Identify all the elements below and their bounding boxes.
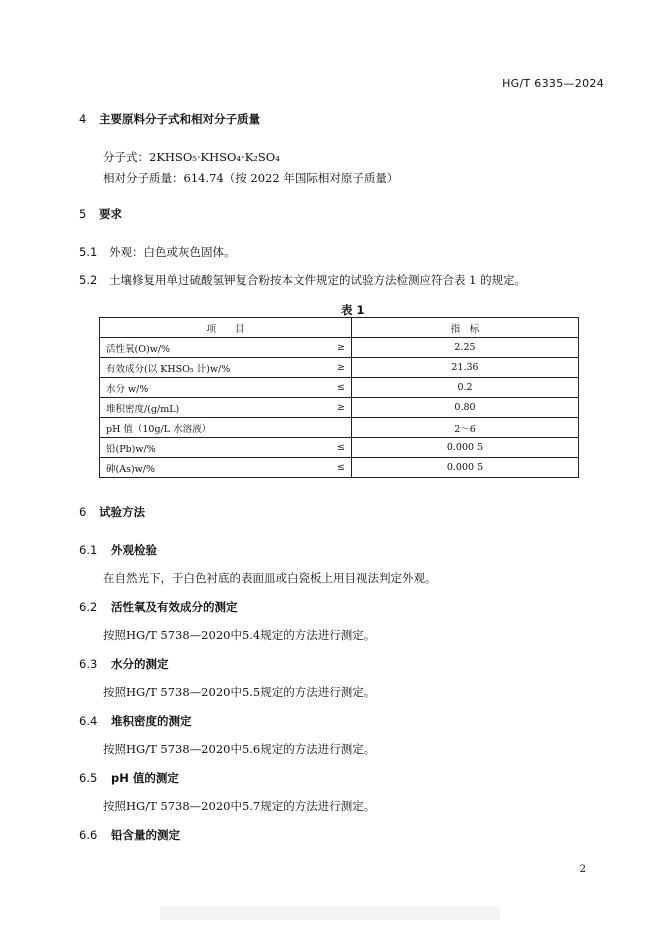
table-row	[100, 378, 579, 398]
row-item: 有效成分(以 KHSO₅ 计)w/%	[100, 358, 320, 378]
table-header-row	[100, 318, 579, 338]
clause-title: 堆积密度的测定	[111, 714, 192, 728]
row-operator: ≥	[319, 338, 352, 358]
header-value: 指 标	[352, 318, 579, 338]
mass-label: 相对分子质量：	[103, 171, 184, 185]
row-value: 0.000 5	[352, 438, 579, 458]
clause-5-2	[79, 272, 526, 288]
row-operator: ≥	[319, 358, 352, 378]
page-number: 2	[579, 864, 586, 875]
spec-table	[99, 317, 579, 478]
clause-5-1	[79, 244, 236, 260]
document-code: HG/T 6335—2024	[502, 77, 604, 90]
section-number: 5	[79, 207, 87, 221]
clause-6-1-text: 在自然光下，于白色衬底的表面皿或白瓷板上用目视法判定外观。	[103, 571, 437, 585]
section-6-heading	[79, 504, 145, 520]
header-item: 项 目	[100, 318, 352, 338]
row-operator: ≤	[319, 438, 352, 458]
molecular-formula-line	[103, 149, 280, 165]
row-value: 2.25	[352, 338, 579, 358]
table-row	[100, 398, 579, 418]
mass-note: （按 2022 年国际相对原子质量）	[223, 171, 399, 185]
clause-6-2-heading	[79, 599, 238, 615]
clause-title: pH 值的测定	[111, 771, 179, 785]
clause-title: 铅含量的测定	[111, 828, 180, 842]
row-item: 砷(As)w/%	[100, 458, 320, 478]
section-title: 主要原料分子式和相对分子质量	[99, 112, 260, 126]
row-operator	[319, 418, 352, 438]
clause-number: 6.1	[79, 543, 98, 557]
row-item: 堆积密度/(g/mL)	[100, 398, 320, 418]
row-value: 2～6	[352, 418, 579, 438]
formula-label: 分子式：	[103, 150, 149, 164]
clause-text: 土壤修复用单过硫酸氢钾复合粉按本文件规定的试验方法检测应符合表 1 的规定。	[109, 273, 527, 287]
clause-number: 6.6	[79, 828, 98, 842]
clause-6-2-text: 按照HG/T 5738—2020中5.4规定的方法进行测定。	[103, 628, 376, 642]
row-operator: ≤	[319, 458, 352, 478]
section-4-heading	[79, 111, 260, 127]
clause-6-5-text: 按照HG/T 5738—2020中5.7规定的方法进行测定。	[103, 799, 376, 813]
clause-number: 5.2	[79, 273, 98, 287]
clause-title: 活性氧及有效成分的测定	[111, 600, 238, 614]
clause-number: 6.5	[79, 771, 98, 785]
table-row	[100, 458, 579, 478]
table-caption: 表 1	[341, 303, 365, 317]
table-row	[100, 358, 579, 378]
clause-title: 外观检验	[111, 543, 157, 557]
clause-6-5-heading	[79, 770, 179, 786]
clause-number: 6.4	[79, 714, 98, 728]
table-row	[100, 338, 579, 358]
table-row	[100, 438, 579, 458]
table-row	[100, 418, 579, 438]
molecular-mass-line	[103, 170, 398, 186]
clause-text: 外观：白色或灰色固体。	[109, 245, 236, 259]
row-item: pH 值（10g/L 水溶液）	[100, 418, 320, 438]
clause-number: 6.2	[79, 600, 98, 614]
row-value: 0.80	[352, 398, 579, 418]
section-title: 要求	[99, 207, 122, 221]
clause-number: 5.1	[79, 245, 98, 259]
faint-watermark-strip	[160, 906, 500, 920]
row-value: 0.2	[352, 378, 579, 398]
clause-6-3-heading	[79, 656, 169, 672]
section-5-heading	[79, 206, 122, 222]
row-operator: ≤	[319, 378, 352, 398]
clause-6-6-heading	[79, 827, 180, 843]
molecular-formula: 2KHSO₅·KHSO₄·K₂SO₄	[149, 150, 280, 164]
row-item: 水分 w/%	[100, 378, 320, 398]
row-item: 活性氧(O)w/%	[100, 338, 320, 358]
mass-value: 614.74	[183, 171, 224, 185]
section-title: 试验方法	[99, 505, 145, 519]
clause-6-3-text: 按照HG/T 5738—2020中5.5规定的方法进行测定。	[103, 685, 376, 699]
section-number: 6	[79, 505, 87, 519]
clause-title: 水分的测定	[111, 657, 169, 671]
clause-6-4-heading	[79, 713, 192, 729]
clause-6-4-text: 按照HG/T 5738—2020中5.6规定的方法进行测定。	[103, 742, 376, 756]
row-value: 0.000 5	[352, 458, 579, 478]
clause-6-1-heading	[79, 542, 157, 558]
row-operator: ≥	[319, 398, 352, 418]
clause-number: 6.3	[79, 657, 98, 671]
row-item: 铅(Pb)w/%	[100, 438, 320, 458]
row-value: 21.36	[352, 358, 579, 378]
section-number: 4	[79, 112, 87, 126]
